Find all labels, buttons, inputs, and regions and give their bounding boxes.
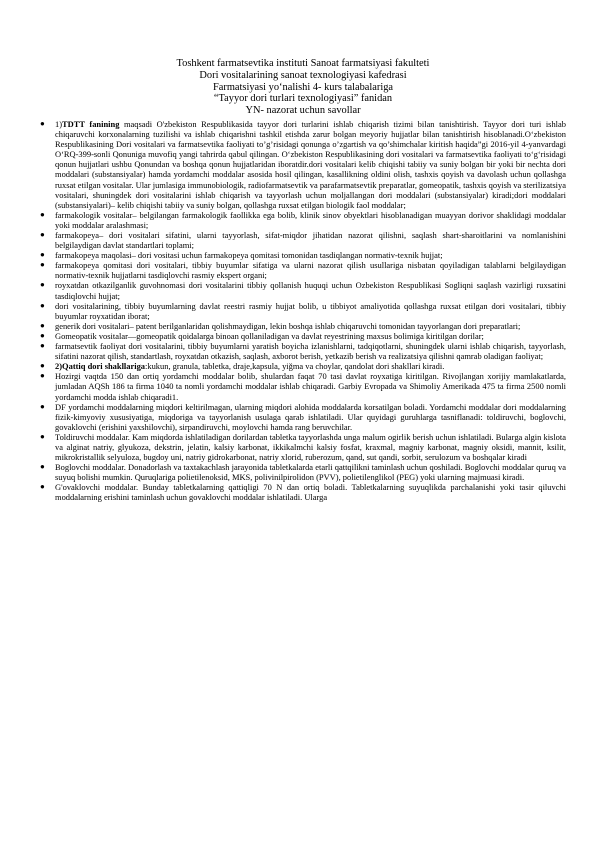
- document-header: [40, 58, 566, 117]
- list-item: ● Hozirgi vaqtda 150 dan ortiq yordamchi moddalar bolib, shulardan faqat 70 tasi davlat royxatiga kiritilgan. Rivojlangan xorijiy mamlakatlarda, jumladan AQSh 186 ta firma 1040 ta nomli yordamchi moddalar ishlab chiqaradi. Garbiy Evropada va Shimoliy Amerikada 475 ta firma 2500 nomli yordamchi modda ishlab chiqaradi1.: [40, 371, 566, 402]
- bullet-icon: ●: [40, 330, 45, 340]
- bullet-icon: ●: [40, 118, 45, 128]
- bullet-icon: ●: [40, 341, 45, 351]
- list-item: ● generik dori vositalari– patent berilganlaridan qolishmaydigan, lekin boshqa ishlab chiqaruvchi tomonidan tayyorlangan dori preparatlari;: [40, 320, 521, 331]
- list-item: ● royxatdan otkazilganlik guvohnomasi dori vositalarini tibbiy qollanish huquqi uchun Ozbekiston Respublikasi Sogliqni saqlash vazirligi ruxsatini tasdiqlovchi hujjat;: [40, 280, 566, 301]
- bullet-icon: ●: [40, 320, 45, 330]
- bullet-icon: ●: [40, 230, 45, 240]
- list-item: ● farmatsevtik faoliyat dori vositalarini, tibbiy buyumlarni yaratish boyicha izlanishlarni, tadqiqotlarni, shuningdek ularni ishlab chiqarish, tayyorlash, sifatini nazorat qilish, standartlash, royxatdan otkazish, saqlash, axborot berish, yetkazib berish va realizatsiya qilishni qamrab oladigan faoliyat;: [40, 341, 566, 362]
- list-item: ● Toldiruvchi moddalar. Kam miqdorda ishlatiladigan dorilardan tabletka tayyorlashda unga malum ogirlik berish uchun ishlatiladi. Bularga algin kislota va alginat natriy, glyukoza, dekstrin, jelatin, kalsiy karbonat, ikkikalmchi kalsiy fosfat, kraxmal, magniy karbonat, magniy oksidi, mannit, ksilit, mikrokristallik selyuloza, bugdoy uni, natriy gidrokarbonat, natriy xlorid, ruberozum, qand, sut qandi, sorbit, serulozum va boshqalar kiradi: [40, 431, 566, 463]
- header-line-1: Toshkent farmatsevtika instituti Sanoat farmatsiyasi fakulteti: [176, 58, 430, 69]
- header-line-2: Dori vositalarining sanoat texnologiyasi kafedrasi: [199, 69, 407, 81]
- list-item: ● dori vositalarining, tibbiy buyumlarning davlat reestri rasmiy hujjat bolib, u tibbiyot amaliyotida qollashga ruxsat etilgan dori vositalari, tibbiy buyumlar royxatidan iborat;: [40, 300, 566, 321]
- bullet-icon: ●: [40, 209, 45, 219]
- bullet-icon: ●: [40, 482, 45, 492]
- list-item: ● 1)TDTT fanining maqsadi O'zbekiston Respublikasida tayyor dori turlarini ishlab chiqarish tizimi bilan tanishtirish. Tayyor dori turi ishlab chiqaruvchi korxonalarning tuzilishi va ishlab chiqarishni tashkil etishda zarur bolgan meyoriy hujjatlar bilan tanishtirish hisoblanadi.O‘zbekiston Respublikasining Dori vositalari va farmatsevtika faoliyati to’g’risidagi qonunga o’zgartish va qo’shimchalar kiritish haqida”gi 2016-yil 4-yanvardagi O‘RQ-399-sonli Qonuniga muvofiq yangi tahrirda qabul qilingan. O‘zbekiston Respublikasining dori vositalari va farmatsevtika faoliyati to‘g‘risidagi qonun hujjatlari ushbu Qonundan va boshqa qonun hujjatlaridan iboratdir.dori vositalari kelib chiqishi tabiiy va suniy bolgan bir yoki bir nechta dori moddalari (substansiyalar) hamda yordamchi moddalar asosida hosil qilingan, kasallikning oldini olish, tashxis qoyish va davolash uchun qollashga ruxsat etilgan vositalar. Ular jumlasiga immunobiologik, radiofarmatsevtik va parafarmatsevtik preparatlar, gomeopatik, tashxis qoyish va sterilizatsiya vositalari, shuningdek dori vositalarini ishlab chiqarish va tayyorlash uchun moljallangan dori moddalari (substansiyalar) kiradi;dori moddalari (substansiyalari)– kelib chiqishi tabiiy va suniy bolgan, qollashga ruxsat etilgan biologik faol moddalar;: [40, 118, 566, 210]
- bullet-icon: ●: [40, 401, 45, 411]
- list-item: ● DF yordamchi moddalarning miqdori keltirilmagan, ularning miqdori alohida moddalarda korsatilgan boladi. Yordamchi moddalar dori moddalarning fizik-kimyoviy xususiyatiga, miqdoriga va tayyorlanish usulaga qarab ishlatiladi. Ular quyidagi guruhlarga tasniflanadi: toldiruvchi, boglovchi, govaklovchi (erishini yaxshilovchi), sirpandiruvchi, moylovchi hamda rang beruvchilar.: [40, 401, 566, 432]
- header-line-3: Farmatsiyasi yo‘nalishi 4- kurs talabalariga: [212, 81, 394, 93]
- bullet-icon: ●: [40, 250, 45, 260]
- question-list: [40, 119, 566, 503]
- list-item: ● 2)Qattiq dori shakllariga:kukun, granula, tabletka, draje,kapsula, yiğma va choylar, qandolat dori shakllari kiradi.: [40, 361, 445, 372]
- bullet-icon: ●: [40, 260, 45, 270]
- list-item: ● farmakopeya maqolasi– dori vositasi uchun farmakopeya qomitasi tomonidan tasdiqlangan normativ-texnik hujjat;: [40, 250, 443, 261]
- header-line-5: YN- nazorat uchun savollar: [245, 105, 361, 117]
- bullet-icon: ●: [40, 431, 45, 441]
- list-item: ● Gomeopatik vositalar—gomeopatik qoidalarga binoan qollaniladigan va davlat reyestrining maxsus bolimiga kiritilgan dorilar;: [40, 330, 484, 341]
- list-item: ● farmakopeya– dori vositalari sifatini, ularni tayyorlash, sifat-miqdor jihatidan nazorat qilishni, saqlash shart-sharoitlarini va nomlanishini belgilaydigan davlat standartlari toplami;: [40, 230, 566, 251]
- bullet-icon: ●: [40, 280, 45, 290]
- list-item: ● farmakologik vositalar– belgilangan farmakologik faollikka ega bolib, klinik sinov obyektlari hisoblanadigan muayyan dorivor shaklidagi moddalar yoki moddalar aralashmasi;: [40, 209, 566, 230]
- bullet-icon: ●: [40, 462, 45, 472]
- bullet-icon: ●: [40, 371, 45, 381]
- header-line-4: “Tayyor dori turlari texnologiyasi” fanidan: [213, 93, 393, 105]
- list-item: ● farmakopeya qomitasi dori vositalari, tibbiy buyumlar sifatiga va ularni nazorat qilish usullariga nisbatan qoyiladigan talablarni belgilaydigan normativ-texnik hujjatlarni tasdiqlovchi rasmiy ekspert organi;: [40, 260, 566, 281]
- list-item: ● G'ovaklovchi moddalar. Bunday tabletkalarning qattiqligi 70 N dan ortiq boladi. Tabletkalarning suyuqlikda parchalanishi yoki tasir qiluvchi moddalarning erishini taminlash uchun govaklovchi moddalar ishlatiladi. Ularga: [40, 482, 566, 503]
- bullet-icon: ●: [40, 300, 45, 310]
- list-item: ● Boglovchi moddalar. Donadorlash va taxtakachlash jarayonida tabletkalarda etarli qattqilikni taminlash uchun qoshiladi. Boglovchi moddalar quruq va suyuq bolishi mumkin. Quruqlariga polietilenoksid, MKS, polivinilpirolidon (PVV), polietilenglikol (PEG) yoki ularning majmuasi kiradi.: [40, 462, 566, 483]
- bullet-icon: ●: [40, 361, 45, 371]
